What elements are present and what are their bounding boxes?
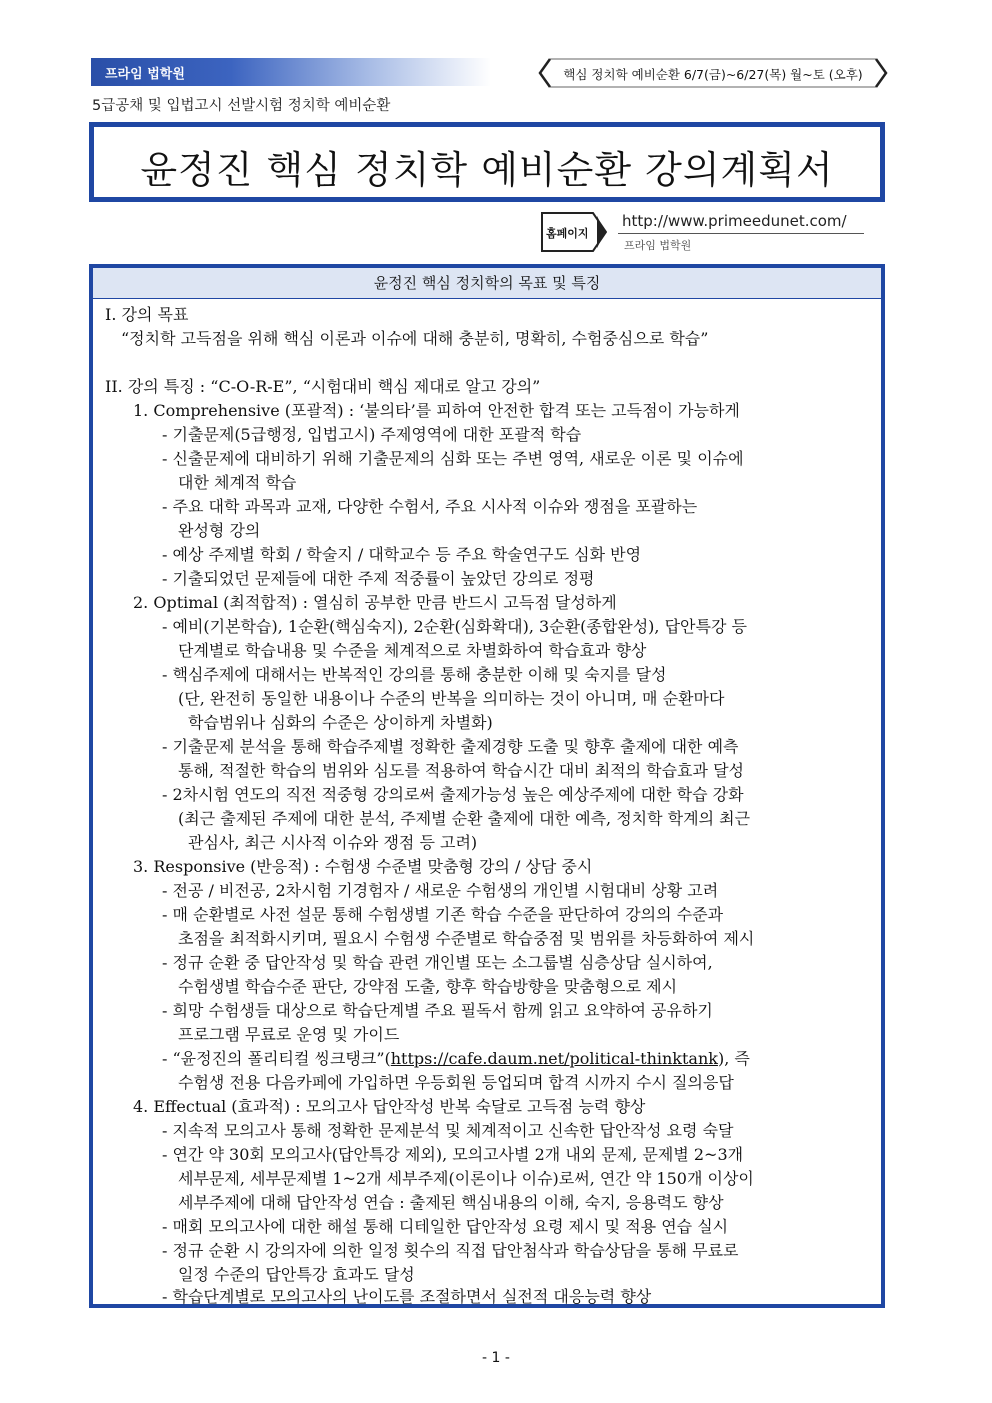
homepage-badge[interactable] <box>541 212 607 252</box>
list-item-cont: (최근 출제된 주제에 대한 분석, 주제별 순환 출제에 대한 예측, 정치학 학계의 최근 <box>178 809 751 828</box>
list-item: - 기출되었던 문제들에 대한 주제 적중률이 높았던 강의로 정평 <box>162 569 595 588</box>
list-item: - 2차시험 연도의 직전 적중형 강의로써 출제가능성 높은 예상주제에 대한 학습 강화 <box>162 785 744 804</box>
list-item: - 전공 / 비전공, 2차시험 기경험자 / 새로운 수험생의 개인별 시험대비 상황 고려 <box>162 881 719 900</box>
section-heading: 윤정진 핵심 정치학의 목표 및 특징 <box>93 268 881 299</box>
list-item-cont: 대한 체계적 학습 <box>178 473 297 492</box>
list-item-cont: 통해, 적절한 학습의 범위와 심도를 적용하여 학습시간 대비 최적의 학습효과 달성 <box>178 761 744 780</box>
schedule-badge <box>538 58 888 88</box>
list-item-cont: 완성형 강의 <box>178 521 261 540</box>
url-divider <box>618 233 864 234</box>
list-item: - 정규 순환 중 답안작성 및 학습 관련 개인별 또는 소그룹별 심층상담 실시하여, <box>162 953 713 972</box>
list-item-cont: 수험생별 학습수준 판단, 강약점 도출, 향후 학습방향을 맞춤형으로 제시 <box>178 977 678 996</box>
list-item: - 지속적 모의고사 통해 정확한 문제분석 및 체계적이고 신속한 답안작성 요령 숙달 <box>162 1121 734 1140</box>
list-item: - 학습단계별로 모의고사의 난이도를 조절하면서 실전적 대응능력 향상 <box>162 1287 652 1306</box>
heading-goal: I. 강의 목표 <box>105 305 189 324</box>
homepage-url[interactable]: http://www.primeedunet.com/ <box>622 212 847 230</box>
list-item-cont: 세부문제, 세부문제별 1~2개 세부주제(이론이나 이슈)로써, 연간 약 150개 이상이 <box>178 1169 754 1188</box>
feature-1-title: 1. Comprehensive (포괄적) : ‘불의타’를 피하여 안전한 합격 또는 고득점이 가능하게 <box>133 401 740 420</box>
list-item: - 연간 약 30회 모의고사(답안특강 제외), 모의고사별 2개 내외 문제, 문제별 2~3개 <box>162 1145 744 1164</box>
heading-features: II. 강의 특징 : “C-O-R-E”, “시험대비 핵심 제대로 알고 강의” <box>105 377 541 396</box>
homepage-badge-label: 홈페이지 <box>546 227 589 240</box>
list-item: - 정규 순환 시 강의자에 의한 일정 횟수의 직접 답안첨삭과 학습상담을 통해 무료로 <box>162 1241 739 1260</box>
list-item-cont: 일정 수준의 답안특강 효과도 달성 <box>178 1265 415 1284</box>
list-item: - 주요 대학 과목과 교재, 다양한 수험서, 주요 시사적 이슈와 쟁점을 포괄하는 <box>162 497 698 516</box>
list-item-cont: 프로그램 무료로 운영 및 가이드 <box>178 1025 400 1044</box>
cafe-text-end: ), 즉 <box>717 1049 750 1068</box>
cafe-link[interactable]: https://cafe.daum.net/political-thinktank <box>390 1049 718 1068</box>
list-item-cafe <box>162 1046 750 1069</box>
list-item: - 기출문제 분석을 통해 학습주제별 정확한 출제경향 도출 및 향후 출제에 대한 예측 <box>162 737 739 756</box>
list-item-cont: 세부주제에 대해 답안작성 연습 : 출제된 핵심내용의 이해, 숙지, 응용력도 향상 <box>178 1193 724 1212</box>
list-item-cont: 초점을 최적화시키며, 필요시 수험생 수준별로 학습중점 및 범위를 차등화하여 제시 <box>178 929 755 948</box>
page-subtitle: 5급공채 및 입법고시 선발시험 정치학 예비순환 <box>92 98 391 114</box>
page-number: - 1 - <box>482 1350 510 1366</box>
list-item: - 기출문제(5급행정, 입법고시) 주제영역에 대한 포괄적 학습 <box>162 425 582 444</box>
list-item-cont: (단, 완전히 동일한 내용이나 수준의 반복을 의미하는 것이 아니며, 매 순환마다 <box>178 689 725 708</box>
list-item-cont: 관심사, 최근 시사적 이슈와 쟁점 등 고려) <box>188 833 478 852</box>
feature-4-title: 4. Effectual (효과적) : 모의고사 답안작성 반복 숙달로 고득점 능력 향상 <box>133 1097 646 1116</box>
list-item: - 예비(기본학습), 1순환(핵심숙지), 2순환(심화확대), 3순환(종합완성), 답안특강 등 <box>162 617 747 636</box>
list-item: - 매회 모의고사에 대한 해설 통해 디테일한 답안작성 요령 제시 및 적용 연습 실시 <box>162 1217 729 1236</box>
goal-quote: “정치학 고득점을 위해 핵심 이론과 이슈에 대해 충분히, 명확히, 수험중심으로 학습” <box>121 329 709 348</box>
academy-banner <box>91 58 491 86</box>
list-item: - 매 순환별로 사전 설문 통해 수험생별 기존 학습 수준을 판단하여 강의의 수준과 <box>162 905 724 924</box>
list-item: - 신출문제에 대비하기 위해 기출문제의 심화 또는 주변 영역, 새로운 이론 및 이슈에 <box>162 449 744 468</box>
list-item: - 예상 주제별 학회 / 학술지 / 대학교수 등 주요 학술연구도 심화 반영 <box>162 545 642 564</box>
feature-2-title: 2. Optimal (최적합적) : 열심히 공부한 만큼 반드시 고득점 달성하게 <box>133 593 617 612</box>
list-item-cont: 단계별로 학습내용 및 수준을 체계적으로 차별화하여 학습효과 향상 <box>178 641 647 660</box>
feature-3-title: 3. Responsive (반응적) : 수험생 수준별 맞춤형 강의 / 상담 중시 <box>133 857 593 876</box>
list-item: - 희망 수험생들 대상으로 학습단계별 주요 필독서 함께 읽고 요약하여 공유하기 <box>162 1001 713 1020</box>
title-box <box>89 122 885 202</box>
list-item-cont: 수험생 전용 다음카페에 가입하면 우등회원 등업되며 합격 시까지 수시 질의응답 <box>178 1073 734 1092</box>
schedule-text: 핵심 정치학 예비순환 6/7(금)~6/27(목) 월~토 (오후) <box>563 67 863 82</box>
page-title: 윤정진 핵심 정치학 예비순환 강의계획서 <box>140 148 834 192</box>
list-item: - 핵심주제에 대해서는 반복적인 강의를 통해 충분한 이해 및 숙지를 달성 <box>162 665 667 684</box>
cafe-text-start: - “윤정진의 폴리티컬 씽크탱크”( <box>162 1049 391 1068</box>
academy-name: 프라임 법학원 <box>105 67 185 82</box>
list-item-cont: 학습범위나 심화의 수준은 상이하게 차별화) <box>188 713 493 732</box>
homepage-name: 프라임 법학원 <box>624 239 692 252</box>
